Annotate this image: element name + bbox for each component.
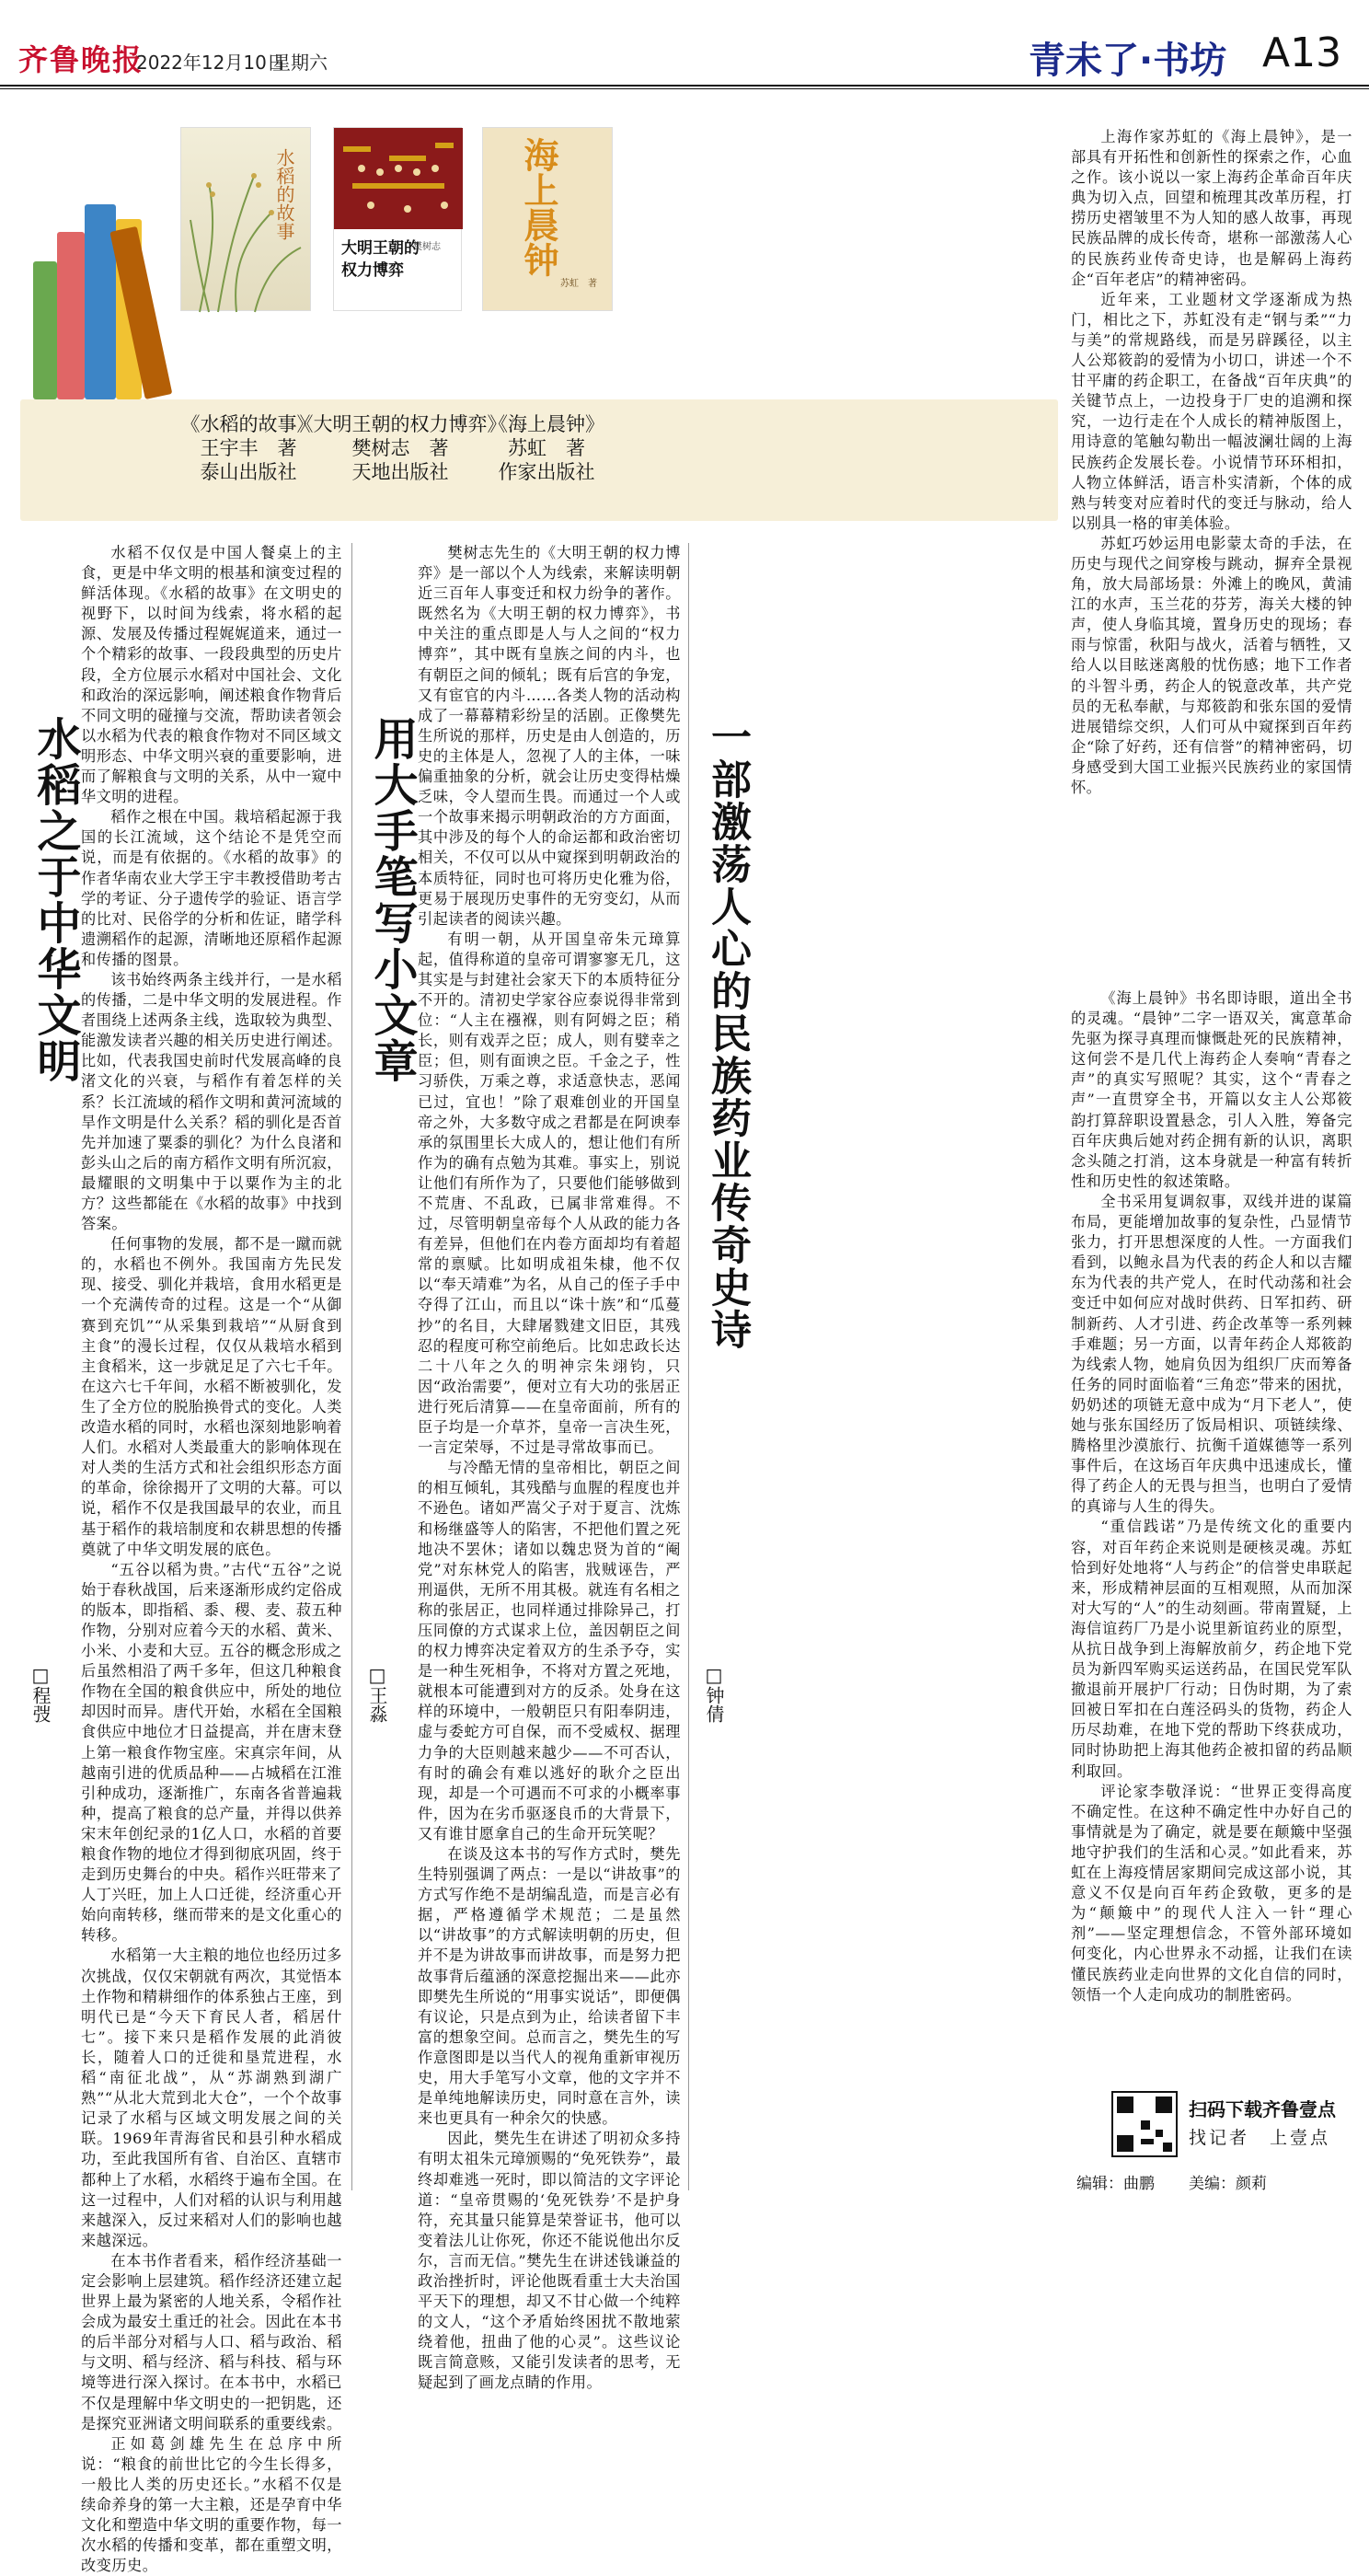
page-number: A13 bbox=[1262, 29, 1342, 76]
cover-author-ming: 樊树志 bbox=[413, 242, 441, 252]
cover-title-bell: 海上晨钟 bbox=[518, 137, 559, 277]
paragraph: 在谈及这本书的写作方式时，樊先生特别强调了两点：一是以“讲故事”的方式写作绝不是胡编乱造，而是言必有据，严格遵循学术规范；二是虽然以“讲故事”的方式解读明朝的历史，但并不是为讲故事而讲故事，而是努力把故事背后蕴涵的深意挖掘出来——此亦即樊先生所说的“用事实说话”，即便偶有议论，只是点到为止，给读者留下丰富的想象空间。总而言之，樊先生的写作意图即是以当代人的视角重新审视历史，用大手笔写小文章，他的文字并不是单纯地解读历史，同时意在言外，读来也更具有一种余欠的快感。 bbox=[418, 1845, 681, 2128]
paragraph: “重信践诺”乃是传统文化的重要内容，对百年药企来说则是硬核灵魂。苏虹恰到好处地将“人与药企”的信誉史串联起来，形成精神层面的互相观照，从而加深对大写的“人”的生动刻画。带南置疑，上海信谊药厂乃是小说里新谊药业的原型，从抗日战争到上海解放前夕，药企地下党员为新四军购买运送药品，在国民党军队撤退前开展护厂行动；日伪时期，为了索回被日军扣在白莲泾码头的货物，药企人历尽劫难，在地下党的帮助下终获成功，同时协助把上海其他药企被扣留的药品顺利取回。 bbox=[1071, 1518, 1352, 1780]
spine-stack bbox=[33, 204, 182, 399]
book-spine bbox=[57, 232, 85, 399]
paragraph: 正如葛剑雄先生在总序中所说：“粮食的前世比它的今生长得多，一般比人类的历史还长。”水稻不仅是续命养身的第一大主粮，还是孕育中华文化和塑造中华文明的重要作物，每一次水稻的传播和变革，都在重塑文明，改变历史。 bbox=[81, 2434, 342, 2575]
article-title-rice: 水稻之于中华文明 bbox=[29, 716, 81, 1084]
column-divider bbox=[351, 543, 352, 2190]
cover-title-ming-2: 权力博弈 bbox=[341, 261, 404, 280]
paragraph: 有明一朝，从开国皇帝朱元璋算起，值得称道的皇帝可谓寥寥无几，这其实是与封建社会家天下的本质特征分不开的。清初史学家谷应泰说得非常到位：“人主在襁褓，则有阿姆之臣；稍长，则有戏弄之臣；成人，则有嬖幸之臣；但，则有面谀之臣。千金之子，性习骄佚，万乘之尊，求适意快志，恶闻已过，宜也！”除了艰难创业的开国皇帝之外，大多数守成之君都是在阿谀奉承的氛围里长大成人的，想让他们有所作为的确有点勉为其难。事实上，别说让他们有所作为了，只要他们能够做到不荒唐、不乱政，已属非常难得。不过，尽管明朝皇帝每个人从政的能力各有差异，但他们在内卷方面却均有着超常的禀赋。比如明成祖朱棣，他不仅以“奉天靖难”为名，从自己的侄子手中夺得了江山，而且以“诛十族”和“瓜蔓抄”的名目，大肆屠戮建文旧臣，其残忍的程度可称空前绝后。比如忠政长达二十八年之久的明神宗朱翊钧，只因“政治需要”，便对立有大功的张居正进行死后清算——在皇帝面前，所有的臣子均是一介草芥，皇帝一言决生死，一言定荣辱，不过是寻常故事而已。 bbox=[418, 930, 681, 1457]
caption-publisher: 天地出版社 bbox=[351, 461, 449, 483]
paragraph: 在本书作者看来，稻作经济基础一定会影响上层建筑。稻作经济还建立起世界上最为紧密的人地关系，令稻作社会成为最安土重迁的社会。因此在本书的后半部分对稻与人口、稻与政治、稻与文明、稻与经济、稻与科技、稻与环境等进行深入探讨。在本书中，水稻已不仅是理解中华文明史的一把钥匙，还是探究亚洲诸文明间联系的重要线索。 bbox=[81, 2251, 342, 2432]
paragraph: 苏虹巧妙运用电影蒙太奇的手法，在历史与现代之间穿梭与跳动，摒弃全景视角，放大局部场景：外滩上的晚风，黄浦江的水声，玉兰花的芬芳，海关大楼的钟声，使人身临其境，置身历史的现场；春雨与惊雷，秋阳与战火，活着与牺牲，又给人以目眩迷离般的忧伤感；地下工作者的斗智斗勇，药企人的锐意改革，共产党员的无私奉献，与郑筱韵和张东国的爱情进展错综交织，人们可从中窥探到百年药企“除了好药，还有信誉”的精神密码，切身感受到大国工业振兴民族药业的家国情怀。 bbox=[1071, 534, 1352, 796]
paragraph: 近年来，工业题材文学逐渐成为热门，相比之下，苏虹没有走“钢与柔”“力与美”的常规路线，而是另辟蹊径，以主人公郑筱韵的爱情为小切口，讲述一个不甘平庸的药企职工，在备战“百年庆典”的关键节点上，一边投身于厂史的追溯和探究，一边行走在个人成长的精神版图上，用诗意的笔触勾勒出一幅波澜壮阔的上海民族药企发展长卷。小说情节环环相扣，人物立体鲜活，语言朴实清新，个体的成熟与转变对应着时代的变迁与脉动，给人以别具一格的审美体验。 bbox=[1071, 290, 1352, 532]
qr-caption: 扫码下载齐鲁壹点 bbox=[1189, 2098, 1336, 2120]
paragraph: 任何事物的发展，都不是一蹴而就的，水稻也不例外。我国南方先民发现、接受、驯化并栽培，食用水稻更是一个充满传奇的过程。这是一个“从御赛到充饥”“从采集到栽培”“从厨食到主食”的漫长过程，仅仅从栽培水稻到主食稻米，这一步就足足了六七千年。在这六七千年间，水稻不断被驯化，发生了全方位的脱胎换骨式的变化。人类改造水稻的同时，水稻也深刻地影响着人们。水稻对人类最重大的影响体现在对人类的生活方式和社会组织形态方面的革命，徐徐揭开了文明的大幕。可以说，稻作不仅是我国最早的农业，而且基于稻作的栽培制度和农耕思想的传播奠就了中华文明发展的底色。 bbox=[81, 1235, 342, 1558]
paragraph: 稻作之根在中国。栽培稻起源于我国的长江流域，这个结论不是凭空而说，而是有依据的。《水稻的故事》的作者华南农业大学王宇丰教授借助考古学的考证、分子遗传学的验证、语言学的比对、民俗学的分析和佐证，睹学科遗溯稻作的起源，清晰地还原稻作起源和传播的图景。 bbox=[81, 808, 342, 968]
caption-author: 苏虹 著 bbox=[508, 437, 585, 459]
paragraph: 上海作家苏虹的《海上晨钟》，是一部具有开拓性和创新性的探索之作，心血之作。该小说以一家上海药企革命百年庆典为切入点，回望和梳理其改革历程，打捞历史褶皱里不为人知的感人故事，再现民族品牌的成长传奇，堪称一部激荡人心的民族药业传奇史诗，也是解码上海药企“百年老店”的精神密码。 bbox=[1071, 128, 1352, 288]
caption-title: 《水稻的故事》 bbox=[180, 413, 316, 435]
caption-title: 《大明王朝的权力博弈》 bbox=[293, 413, 507, 435]
paragraph: 《海上晨钟》书名即诗眼，道出全书的灵魂。“晨钟”二字一语双关，寓意革命先驱为探寻真理而慷慨赴死的民族精神，这何尝不是几代上海药企人奏响“青春之声”的真实写照呢？其实，这个“青春之声”一直贯穿全书，开篇以女主人公郑筱韵打算辞职设置悬念，引人入胜，筹备完百年庆典后她对药企拥有新的认识，离职念头随之打消，这本身就是一种富有转折性和历史性的叙述策略。 bbox=[1071, 989, 1352, 1190]
article-body-rice bbox=[81, 543, 342, 2576]
masthead-logo: 齐鲁晚报 bbox=[18, 42, 144, 77]
designer-credit: 美编：颜莉 bbox=[1189, 2175, 1267, 2193]
caption-author: 樊树志 著 bbox=[351, 437, 449, 459]
book-cover-morning-bell[interactable] bbox=[482, 127, 613, 311]
paragraph: 该书始终两条主线并行，一是水稻的传播，二是中华文明的发展进程。作者围绕上述两条主线，选取较为典型、能激发读者兴趣的相关历史进行阐述。比如，代表我国史前时代发展高峰的良渚文化的兴衰，与稻作有着怎样的关系？长江流域的稻作文明和黄河流域的旱作文明是什么关系？稻的驯化是否首先并加速了粟黍的驯化？为什么良渚和彭头山之后的南方稻作文明有所沉寂，最耀眼的文明集中于以粟作为主的北方？这些都能在《水稻的故事》中找到答案。 bbox=[81, 970, 342, 1233]
paragraph: 水稻不仅仅是中国人餐桌上的主食，更是中华文明的根基和演变过程的鲜活体现。《水稻的故事》在文明史的视野下，以时间为线索，将水稻的起源、发展及传播过程娓娓道来，通过一个个精彩的故事、一段段典型的历史片段，全方位展示水稻对中国社会、文化和政治的深远影响，阐述粮食作物背后不同文明的碰撞与交流，帮助读者领会以水稻为代表的粮食作物对不同区域文明形态、中华文明兴衰的重要影响，进而了解粮食与文明的关系，从中一窥中华文明的进程。 bbox=[81, 544, 342, 806]
paragraph: 因此，樊先生在讲述了明初众多持有明太祖朱元璋颁赐的“免死铁券”，最终却难逃一死时，即以简洁的文字评论道：“皇帝贯赐的‘免死铁券’不是护身符，充其量只能算是荣誉证书，他可以变着法儿让你死，你还不能说他出尔反尔，言而无信。”樊先生在讲述钱谦益的政治挫折时，评论他既看重士大夫治国平天下的理想，却又不甘心做一个纯粹的文人，“这个矛盾始终困扰不散地萦绕着他，扭曲了他的心灵”。这些议论既言简意赅，又能引发读者的思考，无疑起到了画龙点睛的作用。 bbox=[418, 2130, 681, 2392]
paragraph: 樊树志先生的《大明王朝的权力博弈》是一部以个人为线索，来解读明朝近三百年人事变迁和权力纷争的著作。既然名为《大明王朝的权力博弈》，书中关注的重点即是人与人之间的“权力博弈”，其中既有皇族之间的内斗，也有朝臣之间的倾轧；既有后宫的争宠，又有宦官的内斗……各类人物的活动构成了一幕幕精彩纷呈的活剧。正像樊先生所说的那样，历史是由人创造的，历史的主体是人，忽视了人的主体，一味偏重抽象的分析，就会让历史变得枯燥乏味，令人望而生畏。而通过一个人或一个故事来揭示明朝政治的方方面面，其中涉及的每个人的命运都和政治密切相关，不仅可以从中窥探到明朝政治的本质特征，同时也可将历史化雅为俗，更易于展现历史事件的无穷变幻，从而引起读者的阅读兴趣。 bbox=[418, 544, 681, 928]
header-rule bbox=[0, 85, 1369, 87]
issue-date: 2022年12月10日 bbox=[136, 52, 285, 74]
column-divider bbox=[688, 543, 689, 2190]
paragraph: 评论家李敬泽说：“世界正变得高度不确定性。在这种不确定性中办好自己的事情就是为了确定，就是要在颠簸中坚强地守护我们的生活和心灵。”如此看来，苏虹在上海疫情居家期间完成这部小说，其意义不仅是向百年药企致敬，更多的是为“颠簸中”的现代人注入一针“理心剂”——坚定理想信念，不管外部环境如何变化，内心世界永不动摇，让我们在读懂民族药业走向世界的文化自信的同时，领悟一个人走向成功的制胜密码。 bbox=[1071, 1782, 1352, 2004]
page-header bbox=[0, 0, 1369, 85]
paragraph: 全书采用复调叙事，双线并进的谋篇布局，更能增加故事的复杂性，凸显情节张力，打开思想深度的人性。一方面我们看到，以鲍永昌为代表的药企人和以吉耀东为代表的共产党人，在时代动荡和社会变迁中如何应对战时供药、日军扣药、研制新药、人才引进、药企改革等一系列棘手难题；另一方面，以青年药企人郑筱韵为线索人物，她肩负因为组织厂庆而筹备任务的同时面临着“三角恋”带来的困扰，奶奶述的项链无意中成为“月下老人”，使她与张东国经历了饭局相识、项链续缘、腾格里沙漠旅行、抗衡千道媒德等一系列事件后，在这场百年庆典中迅速成长，懂得了药企人的无畏与担当，也明白了爱情的真谛与人生的得失。 bbox=[1071, 1192, 1352, 1516]
issue-weekday: 星期六 bbox=[272, 52, 328, 74]
caption-publisher: 泰山出版社 bbox=[200, 461, 297, 483]
article-body-medicine-upper bbox=[1071, 127, 1352, 798]
book-cover-ming[interactable] bbox=[333, 127, 462, 311]
caption-publisher: 作家出版社 bbox=[498, 461, 595, 483]
editor-credit: 编辑：曲鹏 bbox=[1076, 2175, 1155, 2193]
byline-medicine: □钟倩 bbox=[703, 1664, 725, 1723]
book-cover-rice[interactable] bbox=[180, 127, 311, 311]
book-spine bbox=[33, 261, 57, 399]
article-body-medicine-main bbox=[1071, 988, 1352, 2005]
article-body-ming bbox=[418, 543, 681, 2394]
header-rule-thin bbox=[0, 88, 1369, 89]
byline-rice: □程弢 bbox=[29, 1664, 52, 1723]
cover-title-rice: 水稻的故事 bbox=[273, 148, 295, 240]
paragraph: 与冷酷无情的皇帝相比，朝臣之间的相互倾轧，其残酷与血腥的程度也并不逊色。诸如严嵩父子对于夏言、沈炼和杨继盛等人的陷害，不把他们置之死地决不罢休；诸如以魏忠贤为首的“阉党”对东林党人的陷害，戕贼诬告，严刑逼供，无所不用其极。就连有名相之称的张居正，也同样通过排除异己，打压同僚的方式谋求上位，盖因朝臣之间的权力博弈决定着双方的生杀予夺，实是一种生死相争，不将对方置之死地，就根本可能遭到对方的反杀。处身在这样的环境中，一般朝臣只有阳奉阴违，虚与委蛇方可自保，而不受威权、据理力争的大臣则越来越少——不可否认，有时的确会有难以逃好的耿介之臣出现，却是一个可遇而不可求的小概率事件，因为在劣币驱逐良币的大背景下，又有谁甘愿拿自己的生命开玩笑呢？ bbox=[418, 1459, 681, 1842]
article-title-ming: 用大手笔写小文章 bbox=[366, 716, 418, 1084]
section-title: 青未了·书坊 bbox=[1029, 40, 1227, 82]
cover-author-bell: 苏虹 著 bbox=[560, 279, 597, 289]
caption-author: 王宇丰 著 bbox=[200, 437, 297, 459]
caption-title: 《海上晨钟》 bbox=[489, 413, 604, 435]
book-caption-bell bbox=[427, 412, 666, 484]
paragraph: “五谷以稻为贵。”古代“五谷”之说始于春秋战国，后来逐渐形成约定俗成的版本，即指稻、黍、稷、麦、菽五种作物，分别对应着今天的水稻、黄米、小米、小麦和大豆。五谷的概念形成之后虽然相沿了两千多年，但这几种粮食作物在全国的粮食供应中，所处的地位却因时而异。唐代开始，水稻在全国粮食供应中地位才日益提高，并在唐末登上第一粮食作物宝座。宋真宗年间，从越南引进的优质品种——占城稻在江淮引种成功，逐渐推广，东南各省普遍栽种，提高了粮食的总产量，并得以供养宋末年创纪录的1亿人口，水稻的首要粮食作物的地位才得到彻底巩固，终于走到历史舞台的中央。稻作兴旺带来了人丁兴旺，加上人口迁徙，经济重心开始向南转移，继而带来的是文化重心的转移。 bbox=[81, 1560, 342, 1945]
cover-title-ming-1: 大明王朝的 bbox=[341, 239, 420, 258]
article-title-medicine: 一部激荡人心的民族药业传奇史诗 bbox=[704, 716, 751, 1351]
palace-illustration bbox=[334, 128, 463, 229]
qr-subcaption: 找记者 上壹点 bbox=[1189, 2128, 1331, 2148]
byline-ming: □王淼 bbox=[366, 1664, 388, 1723]
qr-code[interactable] bbox=[1111, 2091, 1178, 2157]
paragraph: 水稻第一大主粮的地位也经历过多次挑战，仅仅宋朝就有两次，其觉悟本土作物和精耕细作的体系独占王座，到明代已是“今天下育民人者，稻居什七”。接下来只是稻作发展的此消彼长，随着人口的迁徙和垦荒进程，水稻“南征北战”，从“苏湖熟到湖广熟”“从北大荒到北大仓”，一个个故事记录了水稻与区域文明发展之间的关联。1969年青海省民和县引种水稻成功，至此我国所有省、自治区、直辖市都种上了水稻，水稻终于遍布全国。在这一过程中，人们对稻的认识与利用越来越深入，反过来稻对人们的影响也越来越深远。 bbox=[81, 1946, 342, 2249]
